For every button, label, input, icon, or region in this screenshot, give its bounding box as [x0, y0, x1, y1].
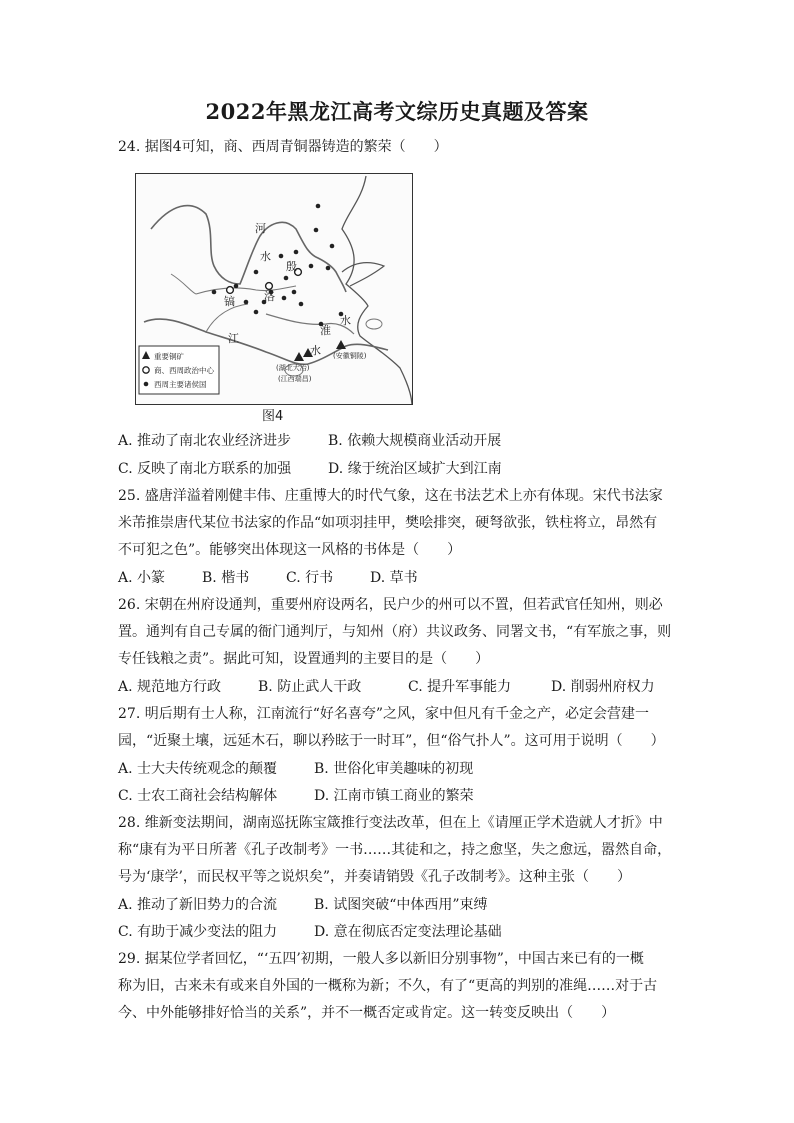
question-29-line-1: 29. 据某位学者回忆，“‘五四’初期，一般人多以新旧分别事物”，中国古来已有的一概 — [118, 951, 644, 967]
option-a[interactable]: A. 规范地方行政 — [118, 679, 222, 695]
wei-river — [196, 286, 296, 294]
map-label-jiang: 江 — [228, 332, 239, 345]
ancient-china-map — [136, 174, 413, 405]
option-c[interactable]: C. 行书 — [286, 570, 334, 586]
option-c[interactable]: C. 士农工商社会结构解体 — [118, 788, 278, 804]
question-28-line-1: 28. 维新变法期间，湖南巡抚陈宝箴推行变法改革，但在上《请厘正学术造就人才折》中 — [118, 815, 663, 831]
option-d[interactable]: D. 削弱州府权力 — [551, 679, 655, 695]
han-river — [206, 304, 248, 332]
yellow-river — [151, 206, 346, 292]
question-27-line-1: 27. 明后期有士人称，江南流行“好名喜夸”之风，家中但凡有千金之产，必定会营建一 — [118, 706, 650, 722]
option-a[interactable]: A. 推动了南北农业经济进步 — [118, 433, 292, 449]
page-title: 2022年黑龙江高考文综历史真题及答案 — [205, 99, 589, 124]
map-label-hubei-daye: (湖北大冶) — [276, 364, 310, 372]
shandong-peninsula — [342, 263, 384, 286]
map-label-yin: 殷 — [286, 260, 297, 273]
map-label-shui-2: 水 — [310, 344, 321, 357]
option-a[interactable]: A. 小篆 — [118, 570, 166, 586]
option-a[interactable]: A. 士大夫传统观念的颠覆 — [118, 761, 278, 777]
lake — [366, 319, 382, 329]
question-26-line-1: 26. 宋朝在州府设通判，重要州府设两名，民户少的州可以不置，但若武官任知州，则必 — [118, 597, 663, 613]
question-25-line-2: 米芾推崇唐代某位书法家的作品“如项羽挂甲，樊哙排突，硬弩欲张，铁柱将立，昂然有 — [118, 515, 658, 531]
option-c[interactable]: C. 提升军事能力 — [408, 679, 512, 695]
map-label-shui-3: 水 — [340, 314, 351, 327]
option-b[interactable]: B. 防止武人干政 — [258, 679, 362, 695]
option-c[interactable]: C. 反映了南北方联系的加强 — [118, 461, 292, 477]
question-26-line-3: 专任钱粮之责”。据此可知，设置通判的主要目的是（ ） — [118, 651, 490, 667]
figure-caption: 图4 — [262, 409, 284, 424]
map-legend — [139, 346, 219, 394]
map-label-jiangxi-ruichang: (江西瑞昌) — [278, 375, 312, 383]
question-29-line-2: 称为旧，古来未有或来自外国的一概称为新；不久，有了“更高的判别的准绳……对于古 — [118, 978, 658, 994]
map-label-luo: 洛 — [264, 290, 275, 303]
option-a[interactable]: A. 推动了新旧势力的合流 — [118, 897, 278, 913]
option-b[interactable]: B. 楷书 — [202, 570, 250, 586]
option-b[interactable]: B. 世俗化审美趣味的初现 — [314, 761, 474, 777]
option-d[interactable]: D. 江南市镇工商业的繁荣 — [314, 788, 474, 804]
map-label-hao: 镐 — [224, 295, 235, 308]
question-24-stem: 24. 据图4可知，商、西周青铜器铸造的繁荣（ ） — [118, 139, 448, 155]
legend-copper-mine: 重要铜矿 — [154, 352, 184, 361]
question-26-line-2: 置。通判有自己专属的衙门通判厅，与知州（府）共议政务、同署文书，“有军旅之事，则 — [118, 624, 672, 640]
question-28-line-2: 称“康有为平日所著《孔子改制考》一书……其徒和之，持之愈坚，失之愈远，嚣然自命， — [118, 842, 672, 858]
question-29-line-3: 今、中外能够排好恰当的关系”，并不一概否定或肯定。这一转变反映出（ ） — [118, 1005, 616, 1021]
map-label-he: 河 — [255, 222, 266, 235]
map-label-shui: 水 — [260, 250, 271, 263]
option-d[interactable]: D. 缘于统治区域扩大到江南 — [328, 461, 502, 477]
map-label-anhui-tongling: (安徽铜陵) — [333, 352, 367, 360]
option-d[interactable]: D. 意在彻底否定变法理论基础 — [314, 924, 502, 940]
coastline — [342, 176, 412, 405]
option-b[interactable]: B. 依赖大规模商业活动开展 — [328, 433, 502, 449]
map-figure-4 — [135, 173, 413, 405]
option-d[interactable]: D. 草书 — [370, 570, 418, 586]
question-27-line-2: 园，“近聚土壤，远延木石，聊以矜眩于一时耳”，但“俗气扑人”。这可用于说明（ ） — [118, 733, 665, 749]
legend-political-center: 商、西周政治中心 — [154, 366, 214, 375]
question-25-line-3: 不可犯之色”。能够突出体现这一风格的书体是（ ） — [118, 542, 462, 558]
map-label-huai: 淮 — [320, 324, 331, 337]
option-b[interactable]: B. 试图突破“中体西用”束缚 — [314, 897, 488, 913]
tributary — [171, 274, 196, 294]
question-25-line-1: 25. 盛唐洋溢着刚健丰伟、庄重博大的时代气象，这在书法艺术上亦有体现。宋代书法家 — [118, 488, 663, 504]
option-c[interactable]: C. 有助于减少变法的阻力 — [118, 924, 278, 940]
legend-vassal-state: 西周主要诸侯国 — [154, 380, 207, 389]
question-28-line-3: 号为‘康学’，而民权平等之说炽矣”，并奏请销毁《孔子改制考》。这种主张（ ） — [118, 869, 632, 885]
